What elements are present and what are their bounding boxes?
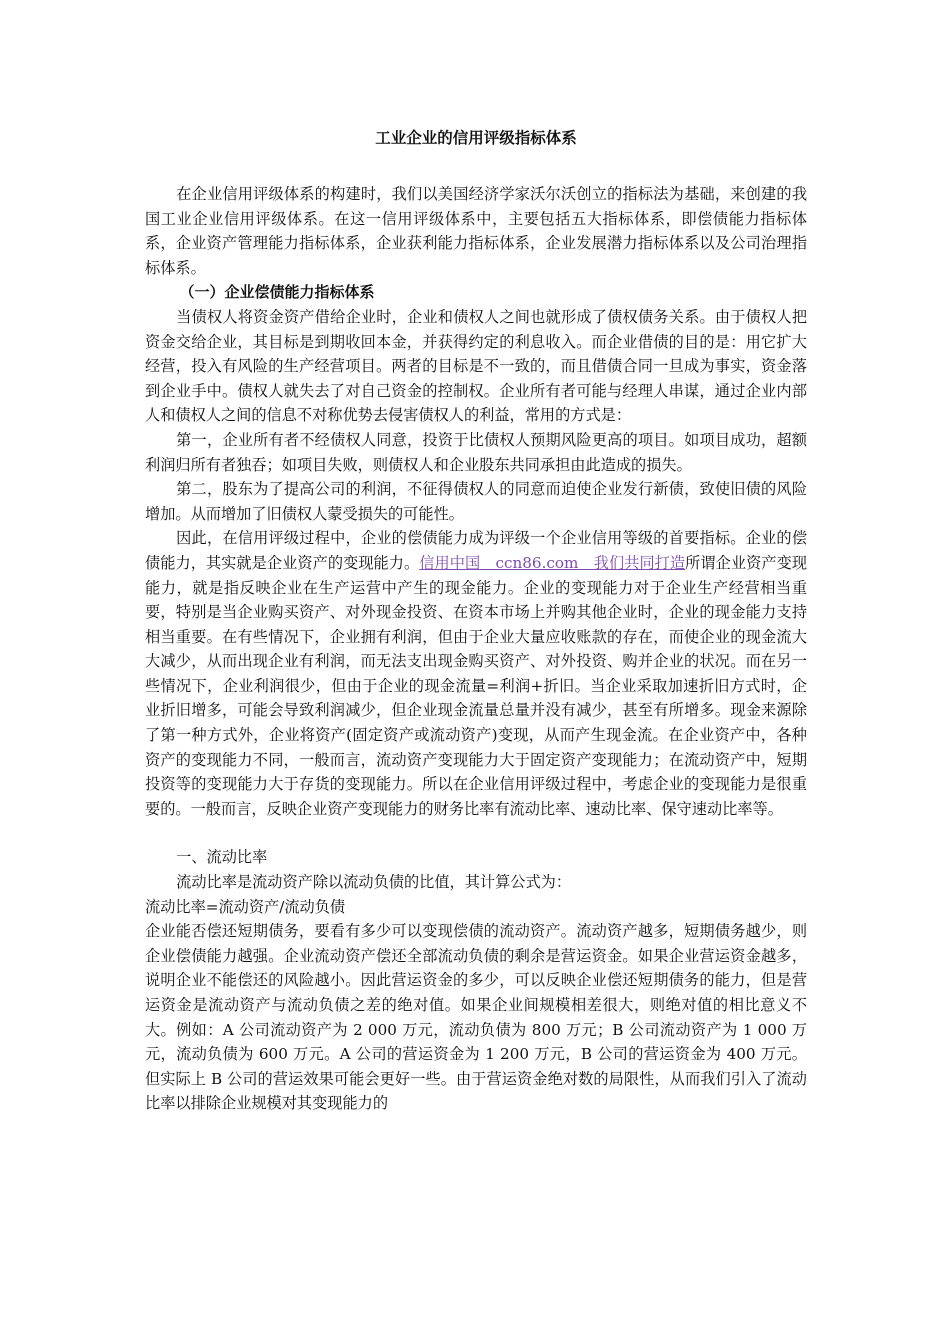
- blank-line: [145, 821, 807, 845]
- paragraph-second-way: 第二，股东为了提高公司的利润，不征得债权人的同意而迫使企业发行新债，致使旧债的风险增加。从而增加了旧债权人蒙受损失的可能性。: [145, 480, 807, 523]
- paragraph-creditor-relation: 当债权人将资金资产借给企业时，企业和债权人之间也就形成了债权债务关系。由于债权人把资金交给企业，其目标是到期收回本金，并获得约定的利息收入。而企业借债的目的是：用它扩大经营，投入有风险的生产经营项目。两者的目标是不一致的，而且借债合同一旦成为事实，资金落到企业手中。债权人就失去了对自己资金的控制权。企业所有者可能与经理人串谋，通过企业内部人和债权人之间的信息不对称优势去侵害债权人的利益，常用的方式是：: [145, 307, 807, 425]
- paragraph-liquidity-start: 因此，在信用评级过程中，企业的偿债能力成为评级一个企业信用等级的首要指标。企业的偿债能力，其实就是企业资产的变现能力。: [145, 529, 807, 572]
- source-link[interactable]: 信用中国 ccn86.com 我们共同打造: [419, 553, 686, 572]
- intro-paragraph: 在企业信用评级体系的构建时，我们以美国经济学家沃尔沃创立的指标法为基础，来创建的我国工业企业信用评级体系。在这一信用评级体系中，主要包括五大指标体系，即偿债能力指标体系，企业资产管理能力指标体系，企业获利能力指标体系，企业发展潜力指标体系以及公司治理指标体系。: [145, 185, 807, 277]
- paragraph-working-capital: 企业能否偿还短期债务，要看有多少可以变现偿债的流动资产。流动资产越多，短期债务越少，则企业偿债能力越强。企业流动资产偿还全部流动负债的剩余是营运资金。如果企业营运资金越多，说明企业不能偿还的风险越小。因此营运资金的多少，可以反映企业偿还短期债务的能力，但是营运资金是流动资产与流动负债之差的绝对值。如果企业间规模相差很大，则绝对值的相比意义不大。例如：A 公司流动资产为 2 000 万元，流动负债为 800 万元；B 公司流动资产为 1 000 万元，流动负债为 600 万元。A 公司的营运资金为 1 200 万元，B 公司的营运资金为 400 万元。但实际上 B 公司的营运效果可能会更好一些。由于营运资金绝对数的局限性，从而我们引入了流动比率以排除企业规模对其变现能力的: [145, 922, 807, 1113]
- document-title: 工业企业的信用评级指标体系: [375, 129, 577, 147]
- document-body: [145, 126, 807, 1116]
- paragraph-liquidity-ability: [145, 526, 807, 821]
- section-heading-solvency: （一）企业偿债能力指标体系: [179, 283, 375, 302]
- paragraph-liquidity-rest: 所谓企业资产变现能力，就是指反映企业在生产运营中产生的现金能力。企业的变现能力对于企业生产经营相当重要，特别是当企业购买资产、对外现金投资、在资本市场上并购其他企业时，企业的现金能力支持相当重要。在有些情况下，企业拥有利润，但由于企业大量应收账款的存在，而使企业的现金流大大减少，从而出现企业有利润，而无法支出现金购买资产、对外投资、购并企业的状况。而在另一些情况下，企业利润很少，但由于企业的现金流量=利润+折旧。当企业采取加速折旧方式时，企业折旧增多，可能会导致利润减少，但企业现金流量总量并没有减少，甚至有所增多。现金来源除了第一种方式外，企业将资产(固定资产或流动资产)变现，从而产生现金流。在企业资产中，各种资产的变现能力不同，一般而言，流动资产变现能力大于固定资产变现能力；在流动资产中，短期投资等的变现能力大于存货的变现能力。所以在企业信用评级过程中，考虑企业的变现能力是很重要的。一般而言，反映企业资产变现能力的财务比率有流动比率、速动比率、保守速动比率等。: [145, 553, 808, 818]
- paragraph-first-way: 第一，企业所有者不经债权人同意，投资于比债权人预期风险更高的项目。如项目成功，超额利润归所有者独吞；如项目失败，则债权人和企业股东共同承担由此造成的损失。: [145, 430, 807, 474]
- paragraph-current-ratio-definition: 流动比率是流动资产除以流动负债的比值，其计算公式为：: [176, 873, 572, 892]
- formula-current-ratio: 流动比率=流动资产/流动负债: [145, 897, 346, 916]
- subheading-current-ratio: 一、流动比率: [176, 848, 268, 867]
